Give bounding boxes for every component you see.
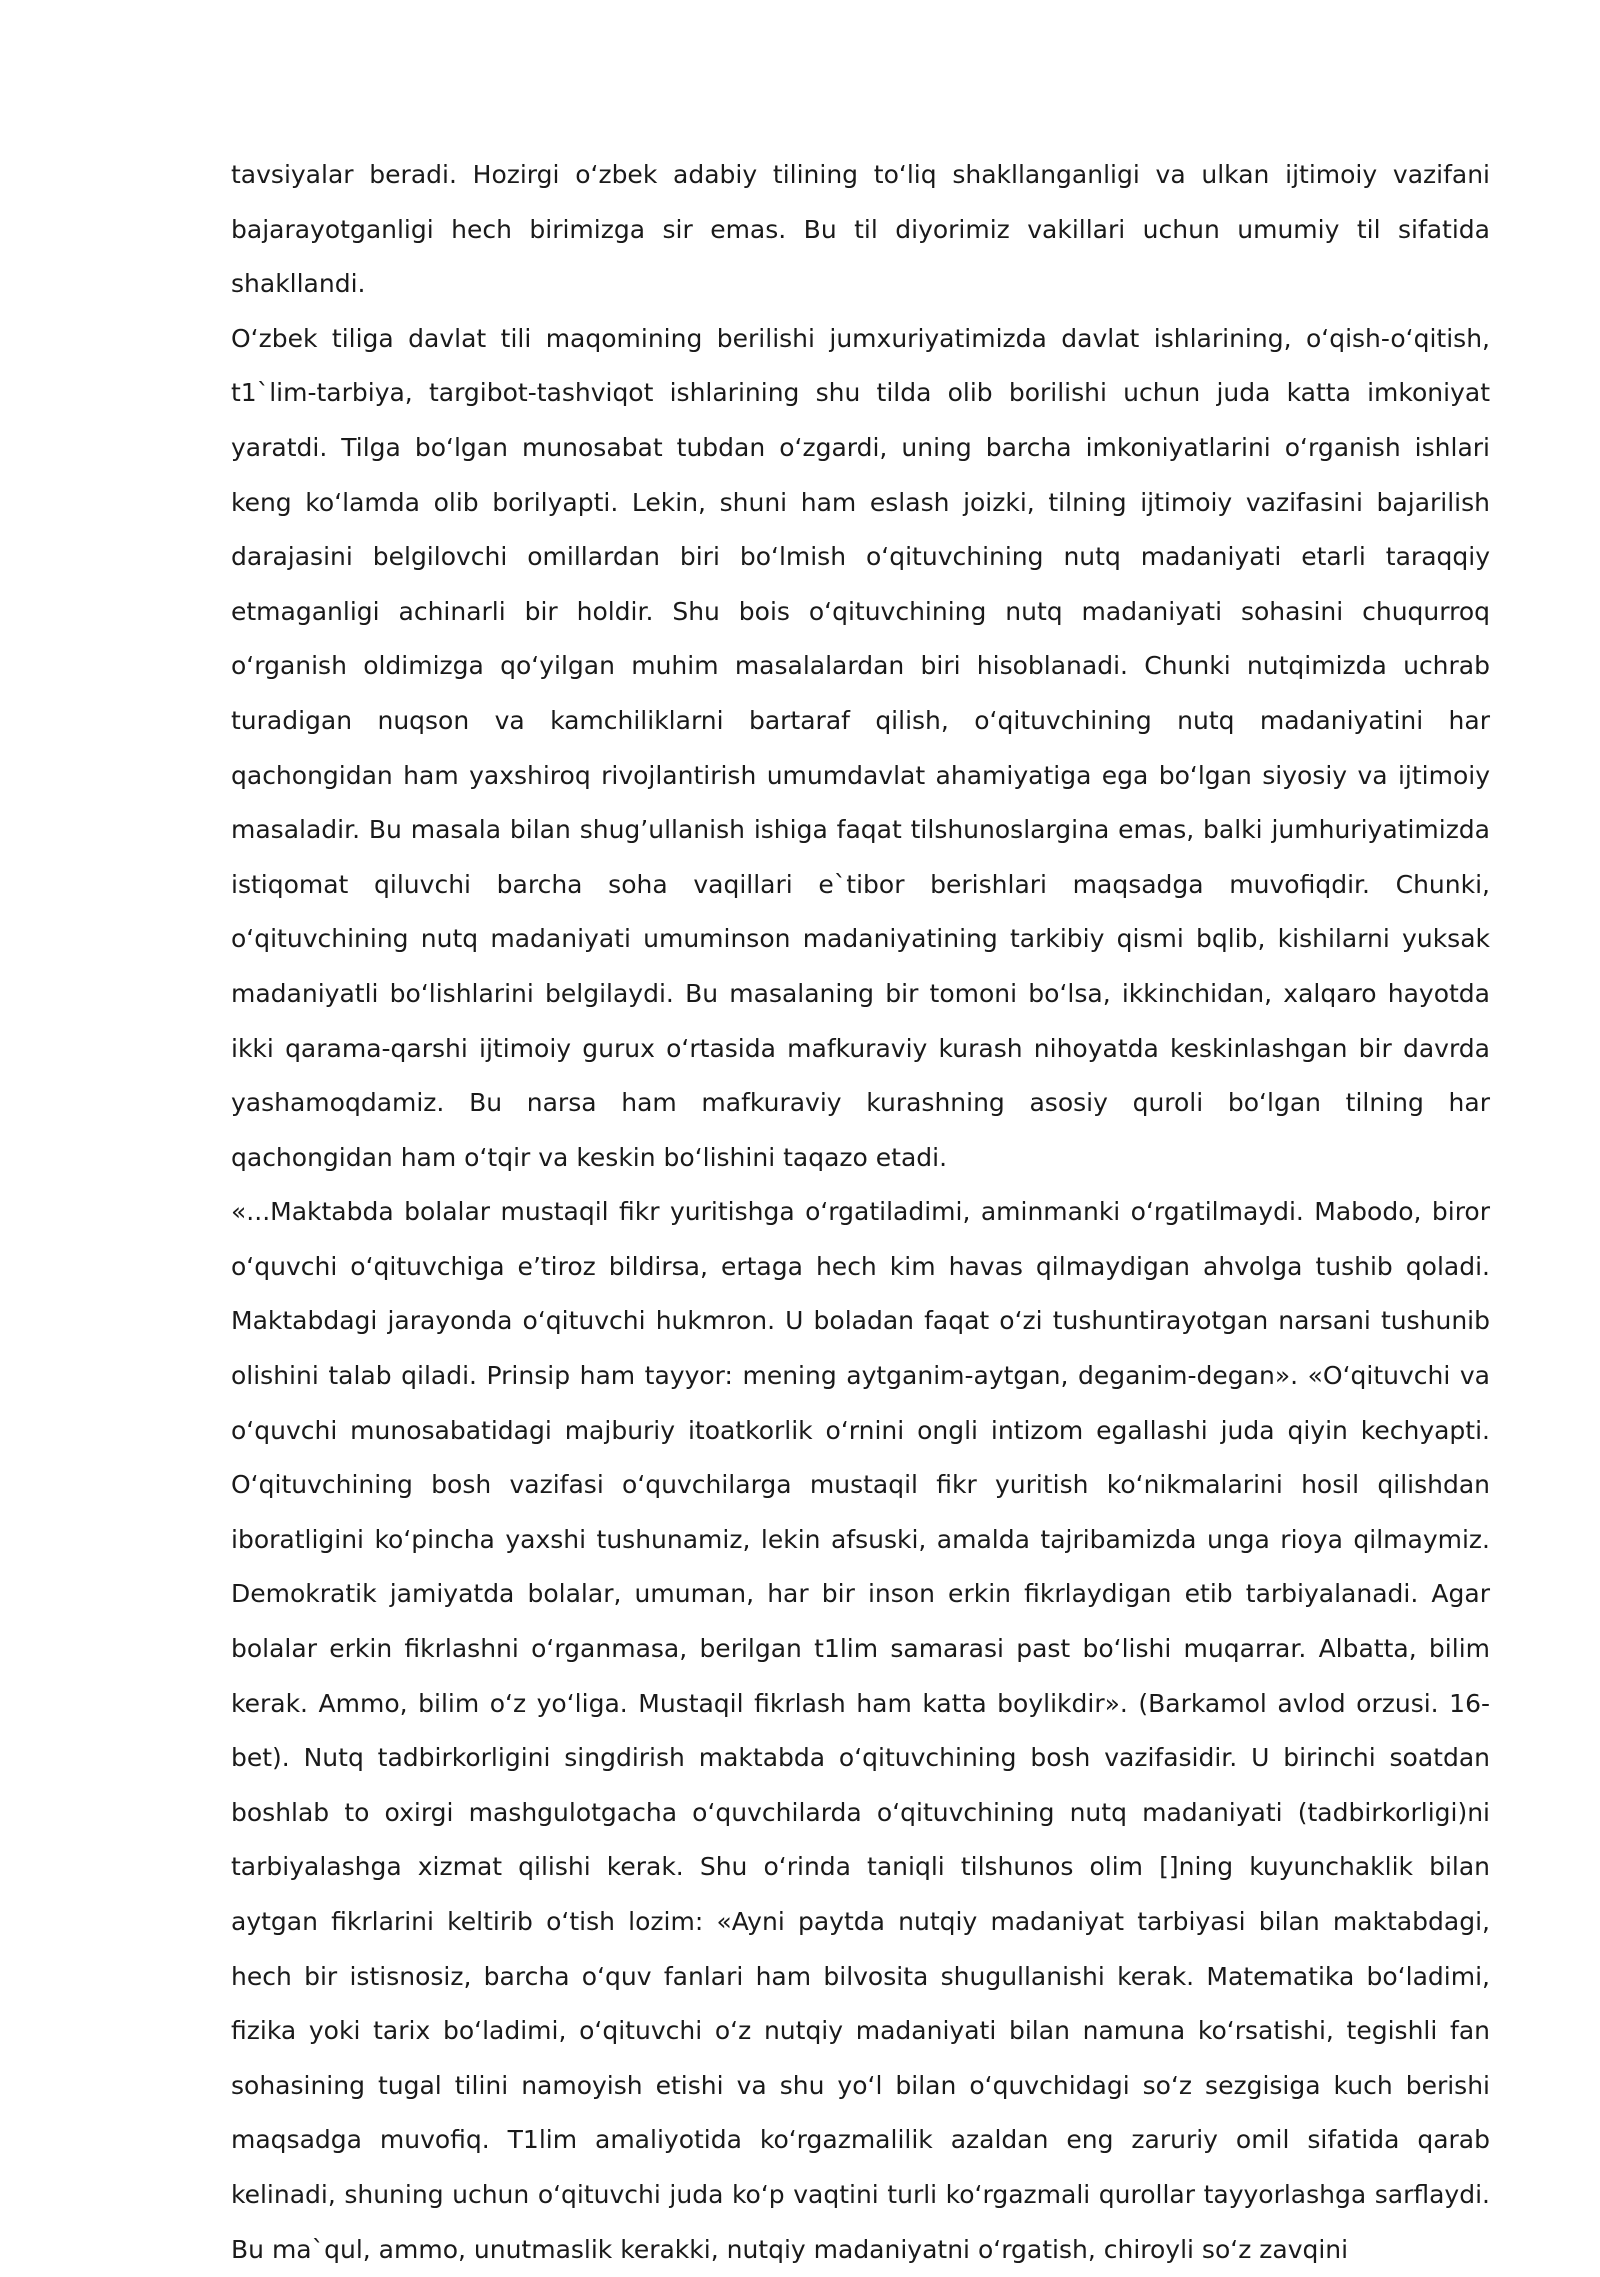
paragraph-1: tavsiyalar beradi. Hozirgi oʻzbek adabiy tilining toʻliq shakllanganligi va ulkan ijtimoiy vazifani bajarayotganligi hech birimizga sir emas. Bu til diyorimiz vakillari uchun umumiy til sifatida shakllandi. bbox=[231, 160, 1490, 299]
paragraph-2: Oʻzbek tiliga davlat tili maqomining berilishi jumxuriyatimizda davlat ishlarining, oʻqish-oʻqitish, t1`lim-tarbiya, targibot-tashviqot ishlarining shu tilda olib borilishi uchun juda katta imkoniyat yaratdi. Tilga boʻlgan munosabat tubdan oʻzgardi, uning barcha imkoniyatlarini oʻrganish ishlari keng koʻlamda olib borilyapti. Lekin, shuni ham eslash joizki, tilning ijtimoiy vazifasini bajarilish darajasini belgilovchi omillardan biri boʻlmish oʻqituvchining nutq madaniyati etarli taraqqiy etmaganligi achinarli bir holdir. Shu bois oʻqituvchining nutq madaniyati sohasini chuqurroq oʻrganish oldimizga qoʻyilgan muhim masalalardan biri hisoblanadi. Chunki nutqimizda uchrab turadigan nuqson va kamchiliklarni bartaraf qilish, oʻqituvchining nutq madaniyatini har qachongidan ham yaxshiroq rivojlantirish umumdavlat ahamiyatiga ega boʻlgan siyosiy va ijtimoiy masaladir. Bu masala bilan shug’ullanish ishiga faqat tilshunoslargina emas, balki jumhuriyatimizda istiqomat qiluvchi barcha soha vaqillari e`tibor berishlari maqsadga muvofiqdir. Chunki, oʻqituvchining nutq madaniyati umuminson madaniyatining tarkibiy qismi bqlib, kishilarni yuksak madaniyatli boʻlishlarini belgilaydi. Bu masalaning bir tomoni boʻlsa, ikkinchidan, xalqaro hayotda ikki qarama-qarshi ijtimoiy gurux oʻrtasida mafkuraviy kurash nihoyatda keskinlashgan bir davrda yashamoqdamiz. Bu narsa ham mafkuraviy kurashning asosiy quroli boʻlgan tilning har qachongidan ham oʻtqir va keskin boʻlishini taqazo etadi. bbox=[231, 323, 1490, 1172]
paragraph-3: «...Maktabda bolalar mustaqil fikr yuritishga oʻrgatiladimi, aminmanki oʻrgatilmaydi. Mabodo, biror oʻquvchi oʻqituvchiga e’tiroz bildirsa, ertaga hech kim havas qilmaydigan ahvolga tushib qoladi. Maktabdagi jarayonda oʻqituvchi hukmron. U boladan faqat oʻzi tushuntirayotgan narsani tushunib olishini talab qiladi. Prinsip ham tayyor: mening aytganim-aytgan, deganim-degan». «Oʻqituvchi va oʻquvchi munosabatidagi majburiy itoatkorlik oʻrnini ongli intizom egallashi juda qiyin kechyapti. Oʻqituvchining bosh vazifasi oʻquvchilarga mustaqil fikr yuritish koʻnikmalarini hosil qilishdan iboratligini koʻpincha yaxshi tushunamiz, lekin afsuski, amalda tajribamizda unga rioya qilmaymiz. Demokratik jamiyatda bolalar, umuman, har bir inson erkin fikrlaydigan etib tarbiyalanadi. Agar bolalar erkin fikrlashni oʻrganmasa, berilgan t1lim samarasi past boʻlishi muqarrar. Albatta, bilim kerak. Ammo, bilim oʻz yoʻliga. Mustaqil fikrlash ham katta boylikdir». (Barkamol avlod orzusi. 16-bet). Nutq tadbirkorligini singdirish maktabda oʻqituvchining bosh vazifasidir. U birinchi soatdan boshlab to oxirgi mashgulotgacha oʻquvchilarda oʻqituvchining nutq madaniyati (tadbirkorligi)ni tarbiyalashga xizmat qilishi kerak. Shu oʻrinda taniqli tilshunos olim []ning kuyunchaklik bilan aytgan fikrlarini keltirib oʻtish lozim: «Ayni paytda nutqiy madaniyat tarbiyasi bilan maktabdagi, hech bir istisnosiz, barcha oʻquv fanlari ham bilvosita shugullanishi kerak. Matematika boʻladimi, fizika yoki tarix boʻladimi, oʻqituvchi oʻz nutqiy madaniyati bilan namuna koʻrsatishi, tegishli fan sohasining tugal tilini namoyish etishi va shu yoʻl bilan oʻquvchidagi soʻz sezgisiga kuch berishi maqsadga muvofiq. T1lim amaliyotida koʻrgazmalilik azaldan eng zaruriy omil sifatida qarab kelinadi, shuning uchun oʻqituvchi juda koʻp vaqtini turli koʻrgazmali qurollar tayyorlashga sarflaydi. Bu ma`qul, ammo, unutmaslik kerakki, nutqiy madaniyatni oʻrgatish, chiroyli soʻz zavqini bbox=[231, 1197, 1490, 2264]
body-text bbox=[231, 148, 1490, 2277]
